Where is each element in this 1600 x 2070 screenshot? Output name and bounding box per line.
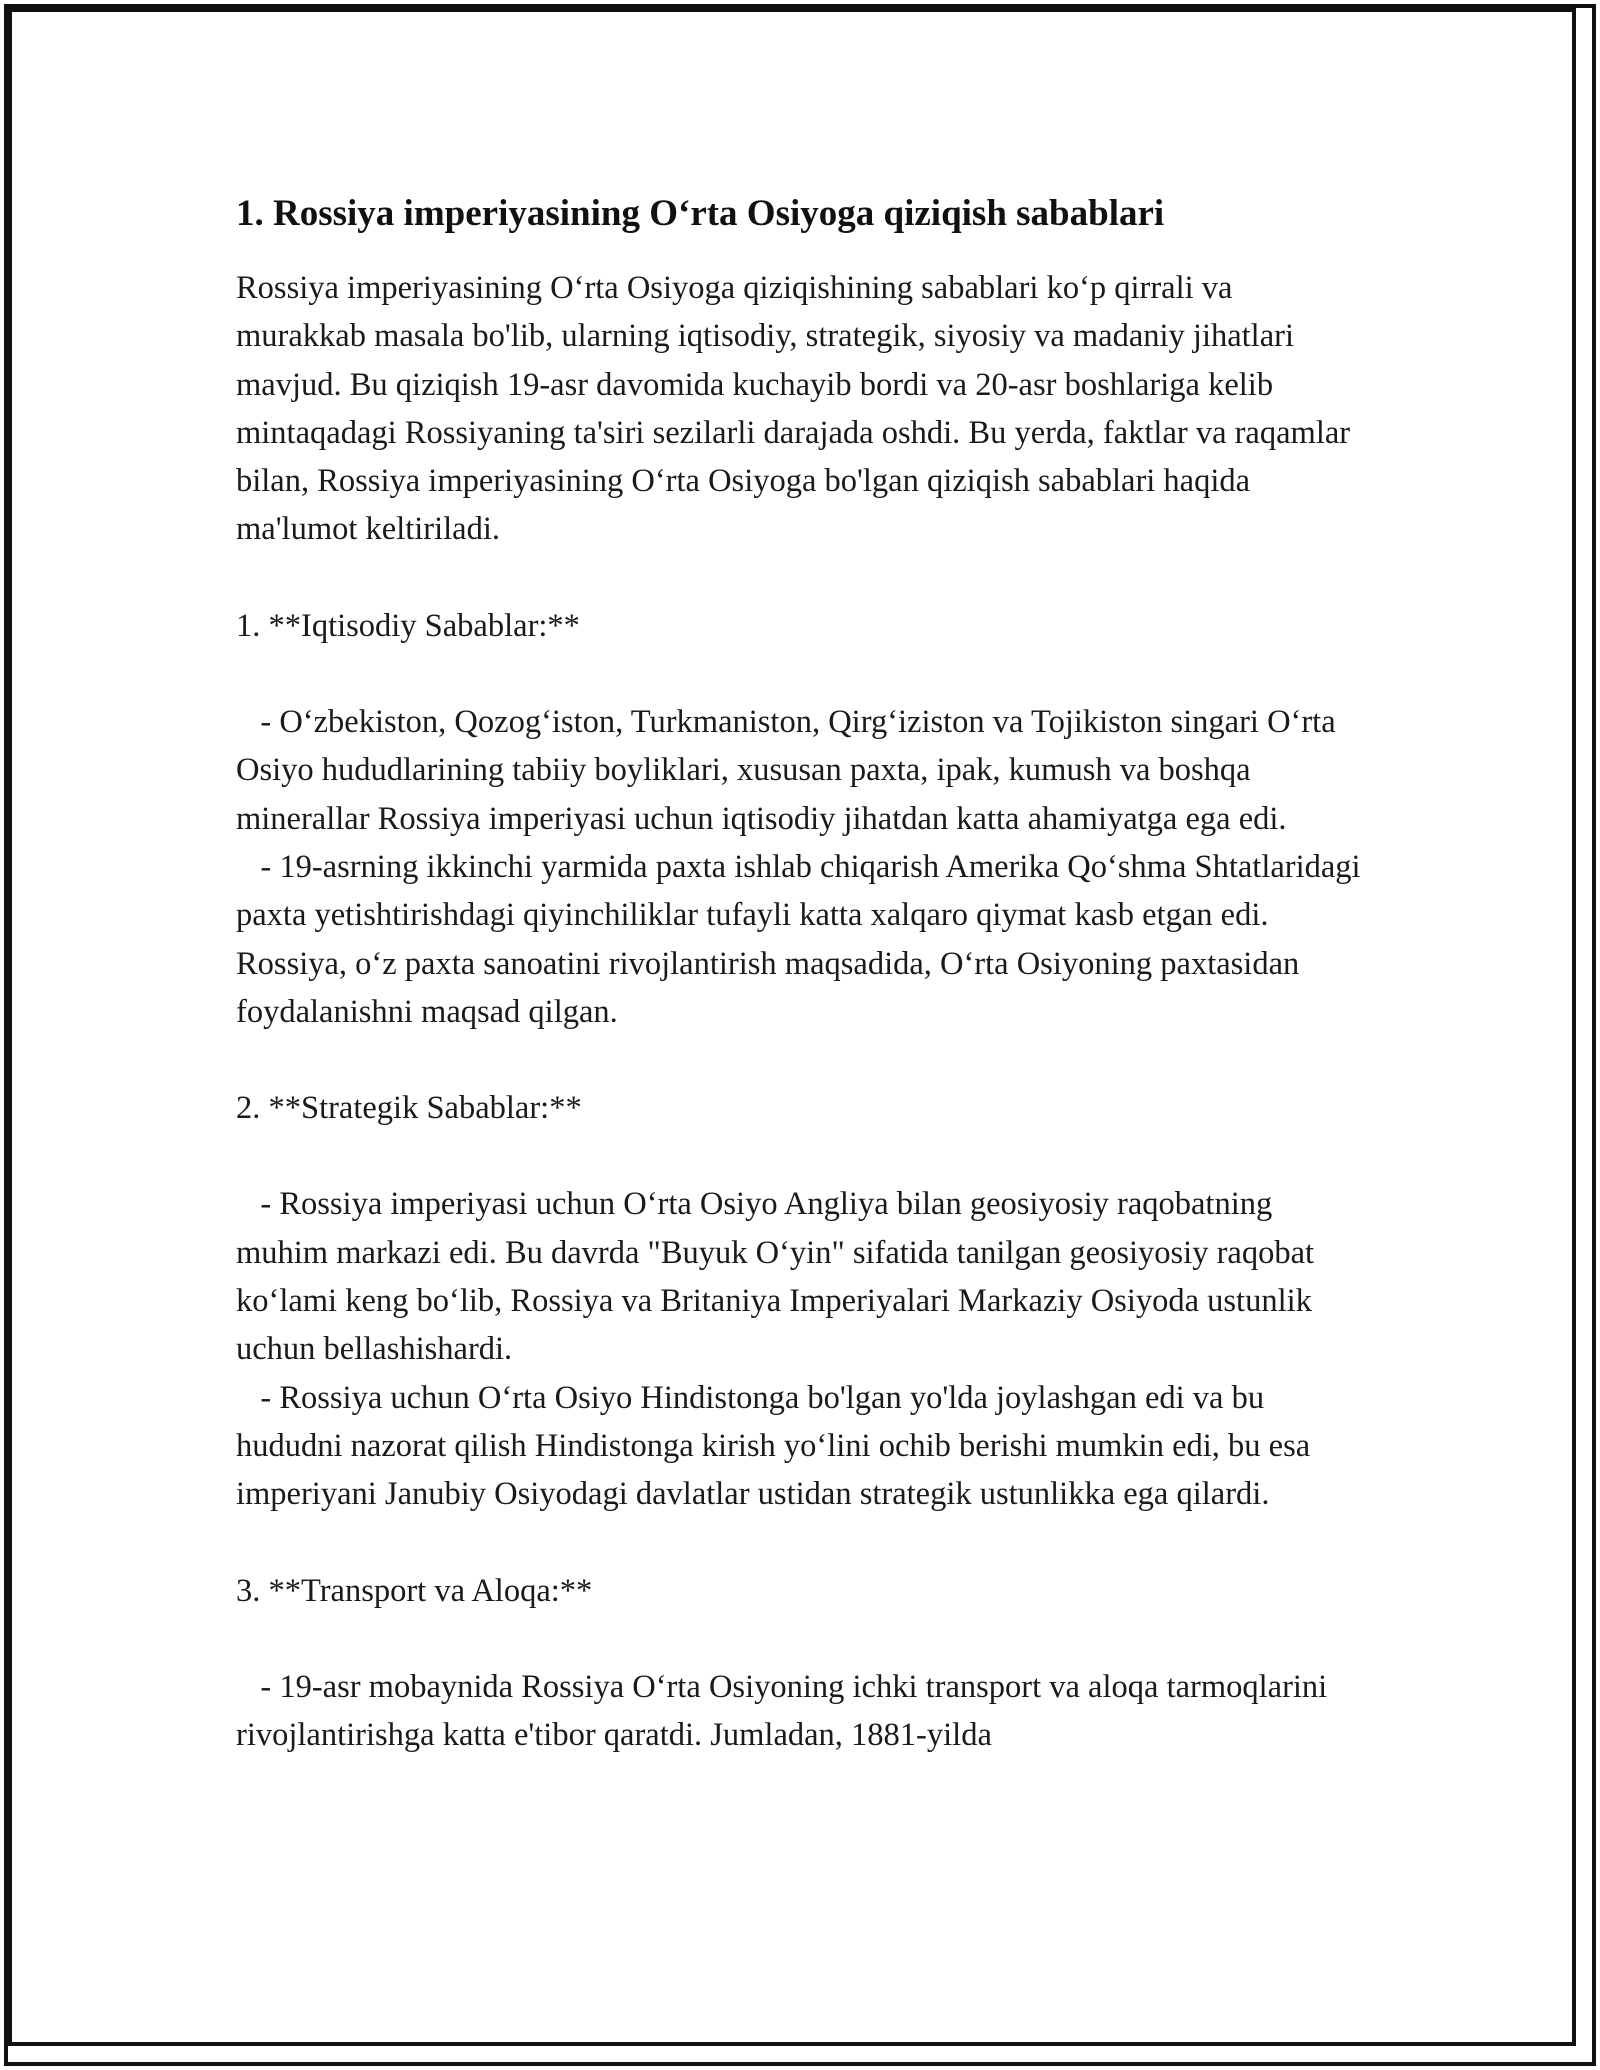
section-body-strategic: - Rossiya imperiyasi uchun O‘rta Osiyo Angliya bilan geosiyosiy raqobatning muhim markazi edi. Bu davrda "Buyuk O‘yin" sifatida tanilgan geosiyosiy raqobat ko‘lami keng bo‘lib, Rossiya va Britaniya Imperiyalari Markaziy Osiyoda ustunlik uchun bellashishardi. - Rossiya uchun O‘rta Osiyo Hindistonga bo'lgan yo'lda joylashgan edi va bu hududni nazorat qilish Hindistonga kirish yo‘lini ochib berishi mumkin edi, bu esa imperiyani Janubiy Osiyodagi davlatlar ustidan strategik ustunlikka ega qilardi. xyxy=(236,1186,1315,1513)
document-heading: 1. Rossiya imperiyasining O‘rta Osiyoga qiziqish sabablari xyxy=(236,193,1165,234)
section-heading-transport: 3. **Transport va Aloqa:** xyxy=(236,1572,593,1609)
intro-paragraph: Rossiya imperiyasining O‘rta Osiyoga qiziqishining sabablari ko‘p qirrali va murakkab masala bo'lib, ularning iqtisodiy, strategik, siyosiy va madaniy jihatlari mavjud. Bu qiziqish 19-asr davomida kuchayib bordi va 20-asr boshlariga kelib mintaqadagi Rossiyaning ta'siri sezilarli darajada oshdi. Bu yerda, faktlar va raqamlar bilan, Rossiya imperiyasining O‘rta Osiyoga bo'lgan qiziqish sabablari haqida ma'lumot keltiriladi. xyxy=(236,270,1359,548)
section-heading-strategic: 2. **Strategik Sabablar:** xyxy=(236,1090,582,1127)
document-body xyxy=(236,188,1366,1759)
section-body-transport: - 19-asr mobaynida Rossiya O‘rta Osiyoning ichki transport va aloqa tarmoqlarini rivojlantirishga katta e'tibor qaratdi. Jumladan, 1881-yilda xyxy=(236,1668,1336,1754)
section-heading-economic: 1. **Iqtisodiy Sabablar:** xyxy=(236,607,580,644)
section-body-economic: - O‘zbekiston, Qozog‘iston, Turkmaniston, Qirg‘iziston va Tojikiston singari O‘rta Osiyo hududlarining tabiiy boyliklari, xususan paxta, ipak, kumush va boshqa minerallar Rossiya imperiyasi uchun iqtisodiy jihatdan katta ahamiyatga ega edi. - 19-asrning ikkinchi yarmida paxta ishlab chiqarish Amerika Qo‘shma Shtatlaridagi paxta yetishtirishdagi qiyinchiliklar tufayli katta xalqaro qiymat kasb etgan edi. Rossiya, o‘z paxta sanoatini rivojlantirish maqsadida, O‘rta Osiyoning paxtasidan foydalanishni maqsad qilgan. xyxy=(236,704,1361,1030)
